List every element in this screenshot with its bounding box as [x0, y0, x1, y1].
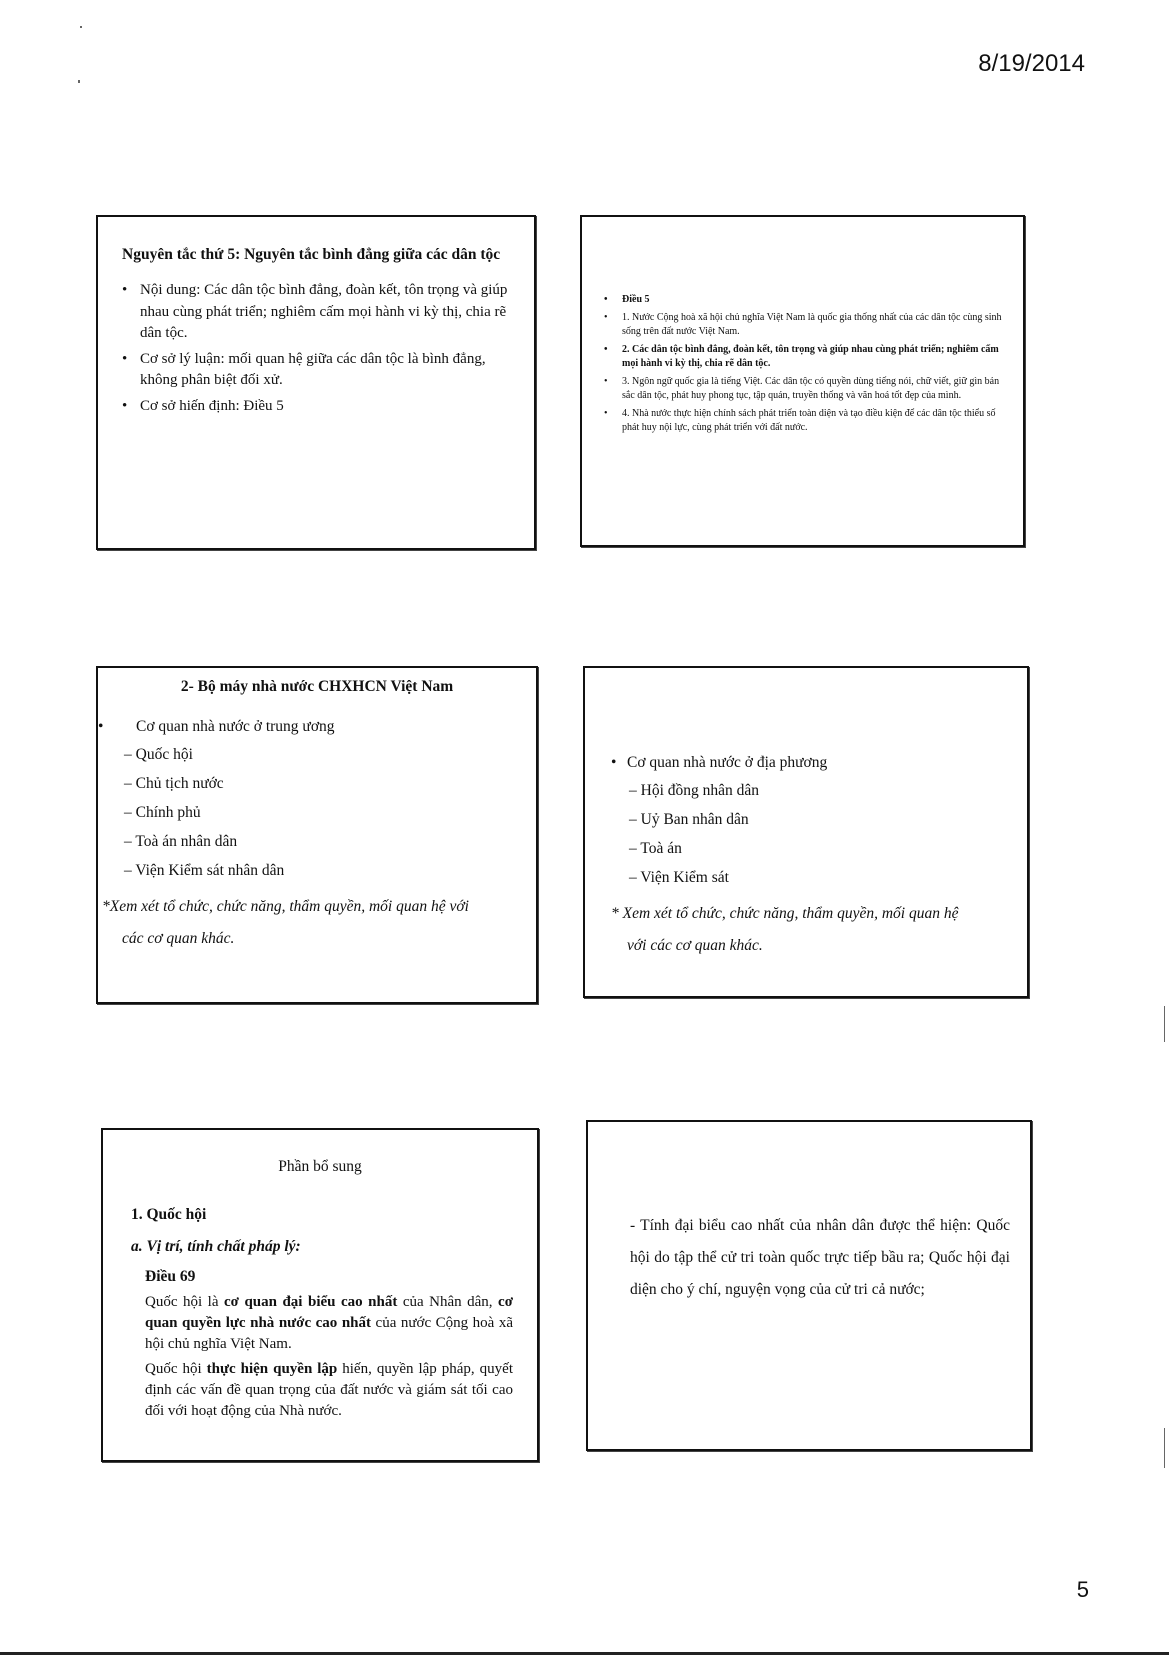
bullet-item: • Điều 5: [604, 293, 1003, 308]
slide-local-apparatus: [583, 666, 1029, 998]
text-run: của nước Cộng hoà xã hội chủ nghĩa Việt Nam.: [145, 1315, 513, 1352]
note-line: * Xem xét tổ chức, chức năng, thẩm quyền, mối quan hệ: [611, 905, 959, 922]
bold-run: thực hiện quyền lập: [206, 1361, 338, 1377]
header-date: 8/19/2014: [978, 50, 1085, 77]
text-run: của Nhân dân,: [397, 1294, 499, 1310]
slide-principle-5: [96, 215, 536, 550]
bullet-item: • 1. Nước Cộng hoà xã hội chủ nghĩa Việt Nam là quốc gia thống nhất của các dân tộc cùng sinh sống trên đất nước Việt Nam.: [604, 311, 1003, 340]
bullet-item: • 4. Nhà nước thực hiện chính sách phát triển toàn diện và tạo điều kiện để các dân tộc thiểu số phát huy nội lực, cùng phát triển với đất nước.: [604, 407, 1003, 436]
sub-item: – Toà án: [629, 840, 682, 857]
slide-central-apparatus: [96, 666, 538, 1004]
scan-speck: [78, 80, 80, 83]
sub-item: – Uỷ Ban nhân dân: [629, 811, 749, 828]
note-line: *Xem xét tổ chức, chức năng, thẩm quyền, mối quan hệ với: [102, 898, 469, 915]
bullet-heading: • Cơ quan nhà nước ở trung ương: [98, 718, 536, 736]
slide-title: 2- Bộ máy nhà nước CHXHCN Việt Nam: [180, 678, 454, 695]
text-run: hiến, quyền lập pháp, quyết định các vấn đề quan trọng của đất nước và giám sát tối cao đối với hoạt động của Nhà nước.: [145, 1361, 513, 1419]
page-number: 5: [1076, 1577, 1089, 1602]
sub-item: – Viện Kiểm sát: [629, 869, 729, 886]
slide-title: Nguyên tắc thứ 5: Nguyên tắc bình đẳng giữa các dân tộc: [122, 246, 501, 263]
paragraph: [145, 1359, 513, 1422]
section-heading: 1. Quốc hội: [131, 1206, 207, 1223]
bold-run: cơ quan đại biểu cao nhất: [223, 1294, 398, 1310]
note-line: với các cơ quan khác.: [627, 937, 763, 954]
scan-speck: [1164, 1006, 1165, 1042]
text-run: Quốc hội là: [145, 1294, 224, 1310]
slide-article-5: [580, 215, 1025, 547]
note: [611, 898, 1007, 962]
bottom-rule: [0, 1652, 1169, 1655]
note: [98, 891, 536, 955]
scan-speck: [1164, 1428, 1165, 1468]
bullet-item: • 3. Ngôn ngữ quốc gia là tiếng Việt. Các dân tộc có quyền dùng tiếng nói, chữ viết, giữ gìn bản sắc dân tộc, phát huy phong tục, tập quán, truyền thống và văn hoá tốt đẹp của mình.: [604, 375, 1003, 404]
sub-item: – Hội đồng nhân dân: [629, 782, 760, 799]
paragraph: - Tính đại biểu cao nhất của nhân dân được thể hiện: Quốc hội do tập thể cử tri toàn quốc trực tiếp bầu ra; Quốc hội đại diện cho ý chí, nguyện vọng của cử tri cả nước;: [630, 1217, 1010, 1298]
slide-supplement: [101, 1128, 539, 1462]
bullet-list: [604, 293, 1003, 436]
paragraph: [145, 1292, 513, 1355]
scan-speck: [80, 26, 82, 28]
subsection-heading: a. Vị trí, tính chất pháp lý:: [131, 1238, 301, 1255]
sub-item: – Viện Kiểm sát nhân dân: [124, 862, 285, 879]
bold-run: cơ quan quyền lực nhà nước cao nhất: [145, 1294, 513, 1331]
sub-item: – Chính phủ: [124, 804, 201, 821]
slide-representation: [586, 1120, 1032, 1451]
sub-item: – Chủ tịch nước: [124, 775, 224, 792]
bullet-item: • 2. Các dân tộc bình đẳng, đoàn kết, tôn trọng và giúp nhau cùng phát triển; nghiêm cấm mọi hành vi kỳ thị, chia rẽ dân tộc.: [604, 343, 1003, 372]
note-line: các cơ quan khác.: [122, 930, 235, 947]
bullet-item: • Nội dung: Các dân tộc bình đẳng, đoàn kết, tôn trọng và giúp nhau cùng phát triển; nghiêm cấm mọi hành vi kỳ thị, chia rẽ dân tộc.: [122, 280, 510, 345]
bullet-list: [122, 280, 510, 417]
text-run: Quốc hội: [145, 1361, 207, 1377]
sub-item: – Quốc hội: [124, 746, 193, 763]
article-heading: Điều 69: [145, 1268, 196, 1285]
bullet-item: • Cơ sở lý luận: mối quan hệ giữa các dân tộc là bình đẳng, không phân biệt đối xử.: [122, 349, 510, 392]
sub-item: – Toà án nhân dân: [124, 833, 238, 850]
slide-title: Phần bổ sung: [278, 1158, 362, 1175]
bullet-item: • Cơ sở hiến định: Điều 5: [122, 396, 510, 418]
bullet-heading: • Cơ quan nhà nước ở địa phương: [611, 754, 1007, 772]
